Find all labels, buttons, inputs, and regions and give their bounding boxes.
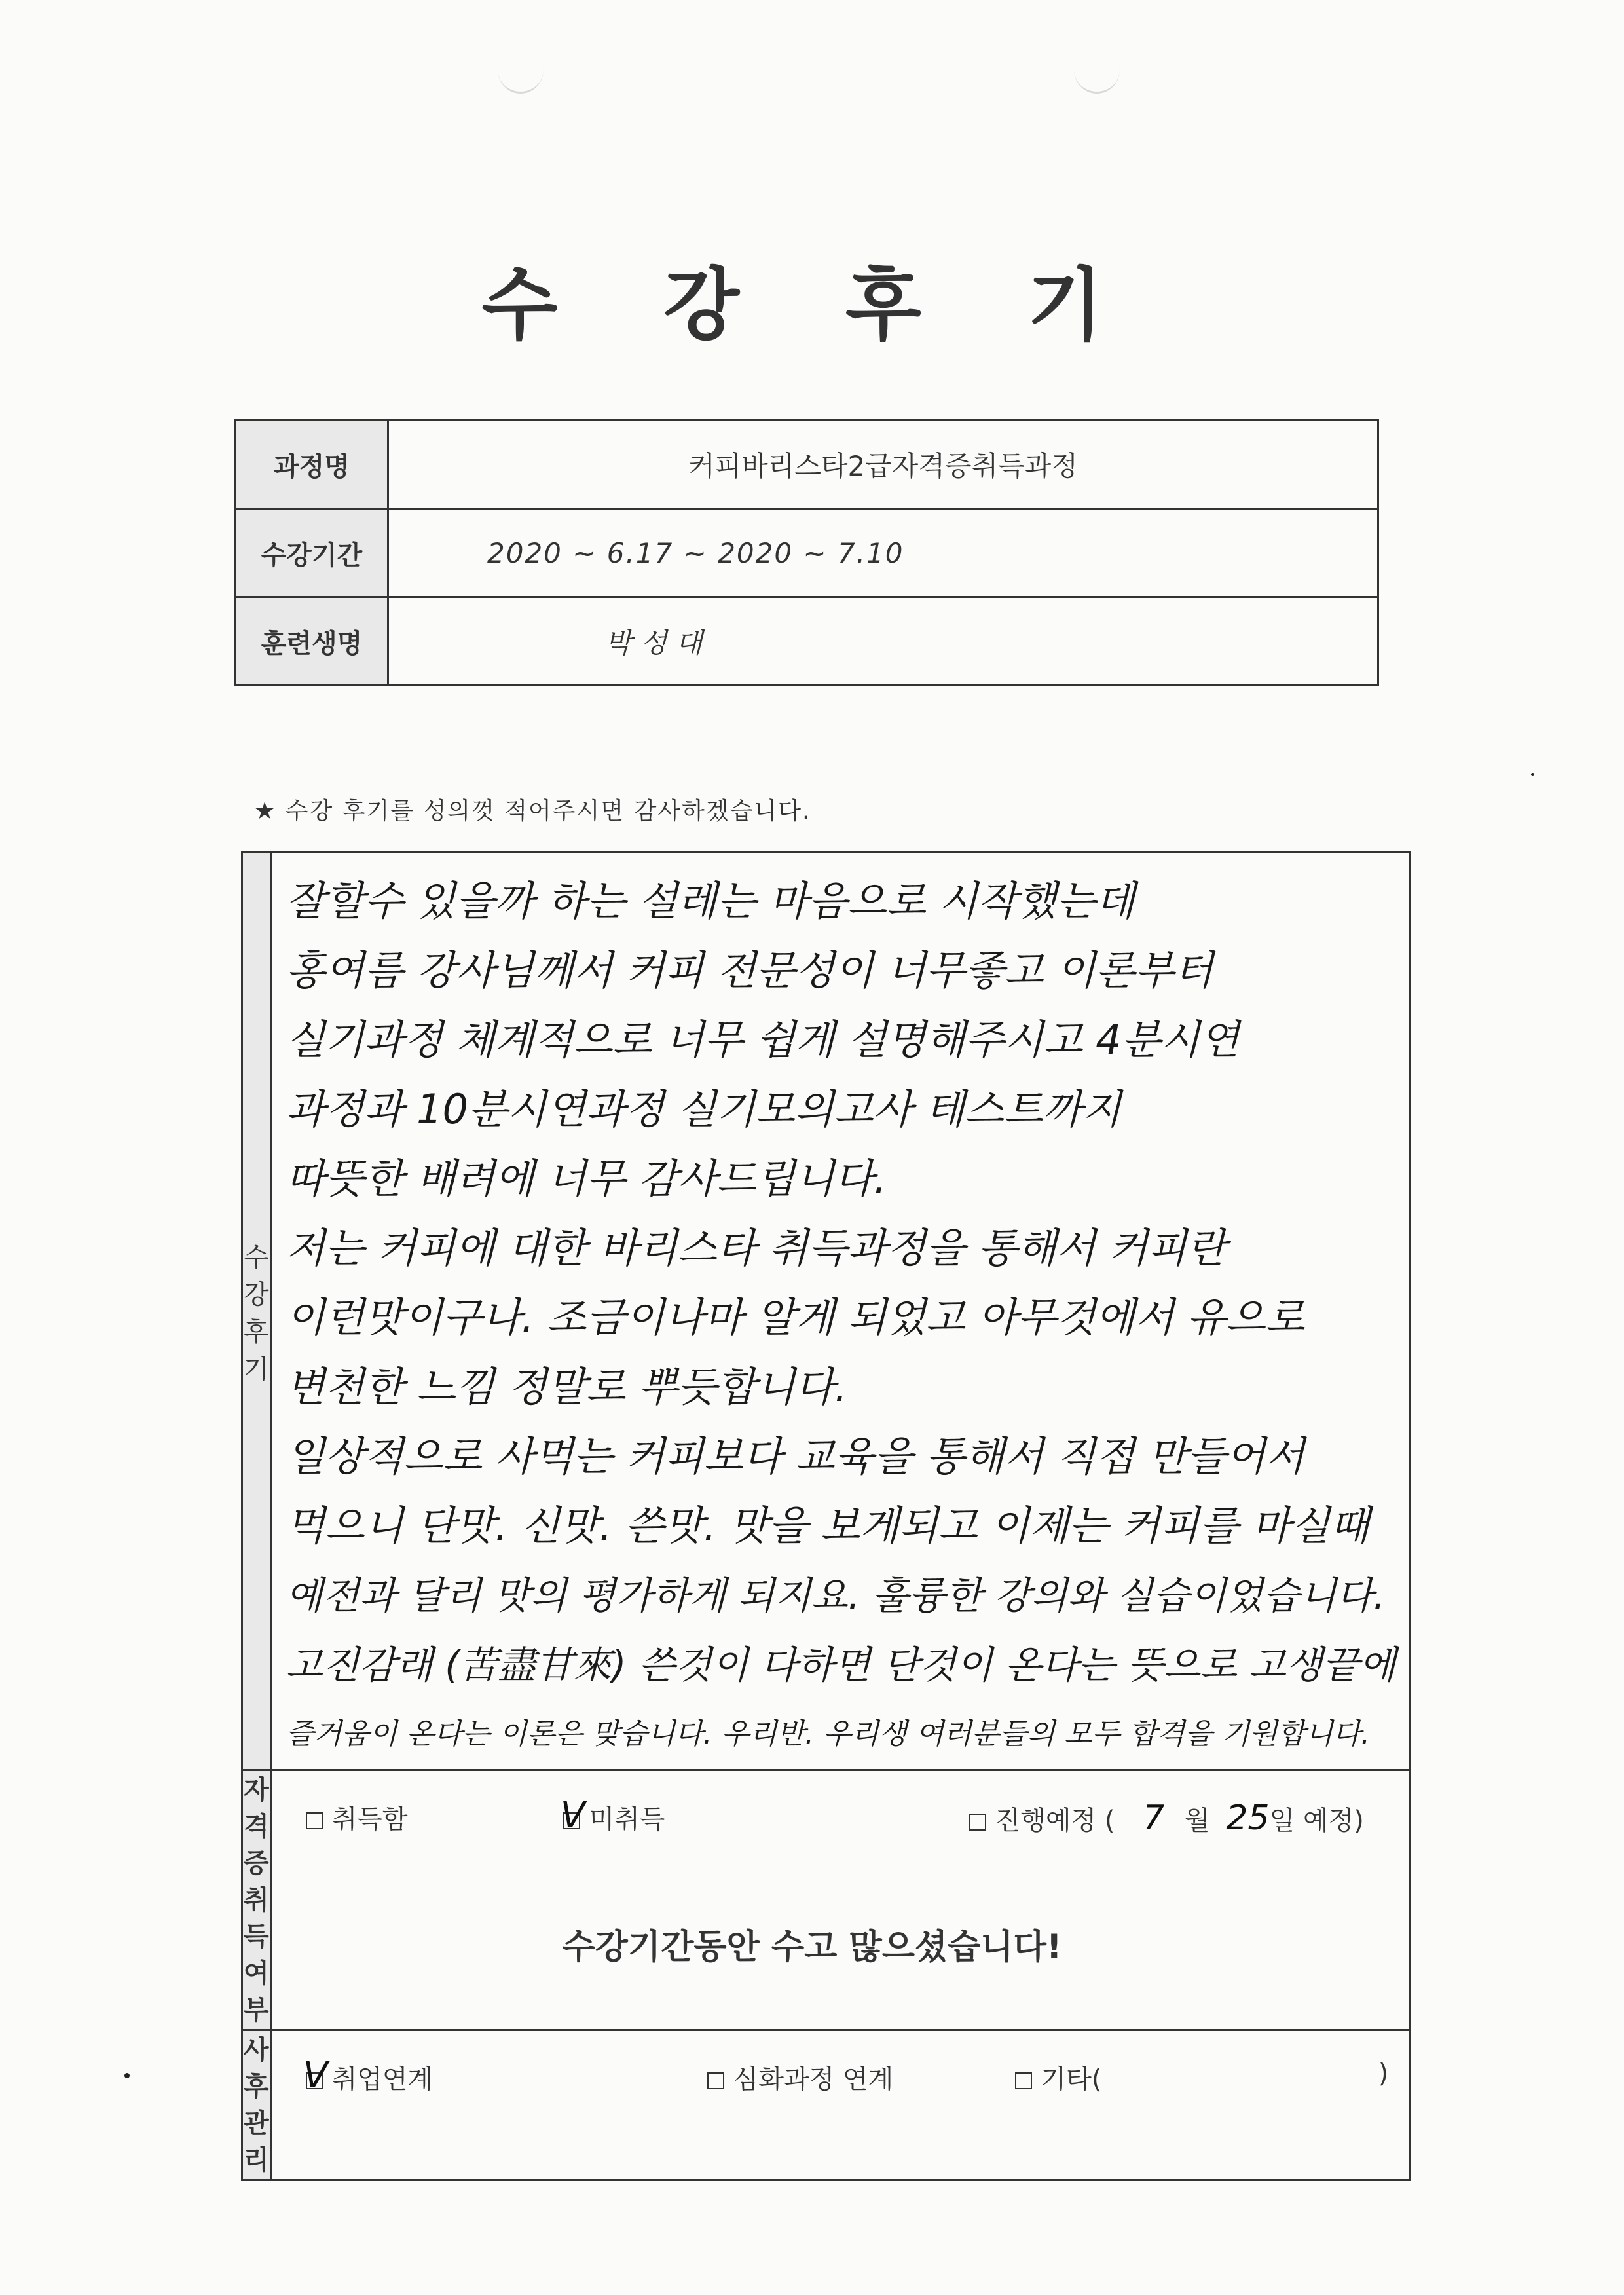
check-mark: V: [560, 1794, 585, 1837]
option-advanced-label: 심화과정 연계: [733, 2064, 894, 2095]
certificate-label-line2: 취득여부: [244, 1885, 269, 2025]
review-table: [241, 851, 1411, 2181]
month-label: 월: [1185, 1806, 1210, 1836]
review-line: 실기과정 체계적으로 너무 쉽게 설명해주시고 4분시연: [286, 1016, 1240, 1064]
aftercare-label: 사후관리: [242, 2030, 271, 2180]
trainee-value: 박 성 대: [388, 597, 1378, 686]
notice-text: ★ 수강 후기를 성의껏 적어주시면 감사하겠습니다.: [254, 798, 811, 825]
review-line: 홍여름 강사님께서 커피 전문성이 너무좋고 이론부터: [286, 946, 1213, 994]
checkbox-other[interactable]: [1015, 2072, 1032, 2089]
option-planned-label: 진행예정 (: [995, 1806, 1115, 1836]
review-line: 즐거움이 온다는 이론은 맞습니다. 우리반. 우리생 여러분들의 모두 합격을 기원합니다.: [286, 1717, 1371, 1751]
review-line: 변천한 느낌 정말로 뿌듯합니다.: [286, 1363, 848, 1411]
checkbox-employment[interactable]: [303, 2054, 328, 2097]
review-line: 고진감래 (苦盡甘來) 쓴것이 다하면 단것이 온다는 뜻으로 고생끝에: [286, 1643, 1396, 1687]
course-value: 커피바리스타2급자격증취득과정: [388, 420, 1378, 509]
certificate-label: [242, 1770, 271, 2030]
checkbox-planned[interactable]: [969, 1814, 986, 1831]
punch-hole-left: [498, 46, 544, 94]
punch-hole-right: [1074, 46, 1120, 94]
option-employment[interactable]: [303, 2054, 434, 2097]
info-table: [234, 419, 1379, 686]
certificate-label-line1: 자격증: [244, 1775, 269, 1878]
period-label: 수강기간: [236, 509, 388, 597]
month-value: 7: [1143, 1799, 1165, 1838]
checkbox-not-acquired[interactable]: [560, 1794, 585, 1837]
certificate-options: [270, 1770, 1410, 2030]
review-label: 수강후기: [242, 853, 271, 1770]
scan-speck: [1531, 773, 1534, 776]
option-other[interactable]: [1015, 2059, 1102, 2096]
course-label: 과정명: [236, 420, 388, 509]
trainee-label: 훈련생명: [236, 597, 388, 686]
review-line: 과정과 10분시연과정 실기모의고사 테스트까지: [286, 1085, 1122, 1133]
check-mark: V: [303, 2054, 328, 2097]
review-line: 저는 커피에 대한 바리스타 취득과정을 통해서 커피란: [286, 1224, 1227, 1272]
option-other-close: ): [1378, 2059, 1389, 2089]
option-acquired[interactable]: [306, 1799, 408, 1836]
review-line: 일상적으로 사먹는 커피보다 교육을 통해서 직접 만들어서: [286, 1432, 1305, 1480]
review-line: 예전과 달리 맛의 평가하게 되지요. 훌륭한 강의와 실습이었습니다.: [286, 1573, 1386, 1618]
review-line: 이런맛이구나. 조금이나마 알게 되었고 아무것에서 유으로: [286, 1294, 1305, 1341]
day-value: 25: [1226, 1799, 1270, 1838]
scan-speck: [124, 2073, 130, 2078]
option-advanced[interactable]: [707, 2059, 894, 2096]
review-line: 잘할수 있을까 하는 설레는 마음으로 시작했는데: [286, 877, 1135, 925]
period-value: 2020 ~ 6.17 ~ 2020 ~ 7.10: [388, 509, 1378, 597]
option-other-label: 기타(: [1041, 2064, 1102, 2095]
option-acquired-label: 취득함: [331, 1804, 408, 1835]
option-planned[interactable]: [969, 1799, 1364, 1838]
aftercare-options: [270, 2030, 1410, 2180]
option-not-acquired-label: 미취득: [589, 1804, 665, 1835]
page-title: 수 강 후 기: [481, 260, 1143, 351]
review-line: 먹으니 단맛. 신맛. 쓴맛. 맛을 보게되고 이제는 커피를 마실때: [286, 1502, 1369, 1550]
review-content: [270, 853, 1410, 1770]
option-employment-label: 취업연계: [331, 2064, 434, 2095]
checkbox-acquired[interactable]: [306, 1812, 323, 1829]
footer-message: 수강기간동안 수고 많으셨습니다!: [562, 1928, 1062, 1967]
review-line: 따뜻한 배려에 너무 감사드립니다.: [286, 1155, 887, 1203]
day-label: 일 예정): [1269, 1806, 1364, 1836]
option-not-acquired[interactable]: [560, 1794, 665, 1837]
checkbox-advanced[interactable]: [707, 2072, 724, 2089]
